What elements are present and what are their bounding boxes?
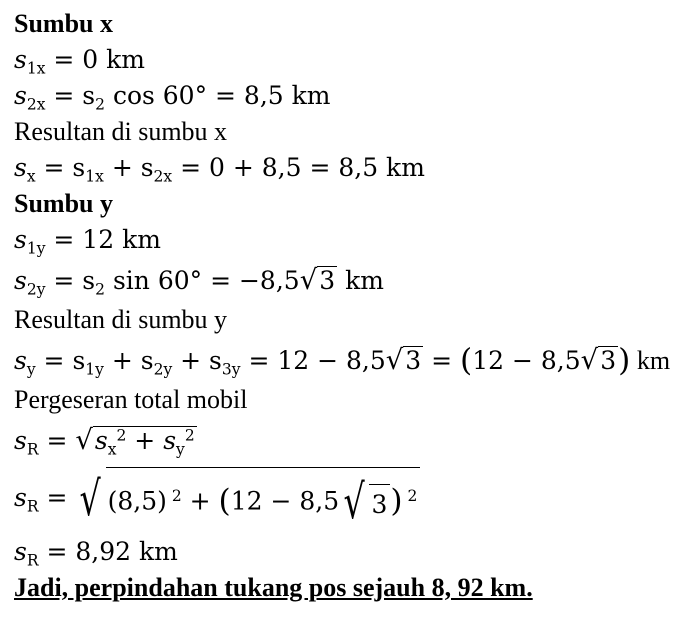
var: s <box>14 45 27 74</box>
equation-sy <box>14 338 694 382</box>
subscript: R <box>26 497 39 516</box>
subscript: 1x <box>26 59 46 78</box>
subscript: 2x <box>26 95 46 114</box>
expr: 12 − 8,5 <box>230 486 340 516</box>
expr: + s <box>103 346 154 375</box>
equation-s2x <box>14 78 694 114</box>
heading-sumbu-y: Sumbu y <box>14 189 113 218</box>
expr: cos 60° = 8,5 km <box>105 81 331 110</box>
expr: + s <box>172 346 222 375</box>
subscript: 2y <box>26 280 46 299</box>
radicand <box>93 426 197 459</box>
expr: = <box>38 426 76 455</box>
subscript: 2 <box>95 95 105 114</box>
sqrt <box>386 338 423 383</box>
subscript: 2 <box>95 280 106 299</box>
unit: km <box>337 266 384 295</box>
expr: = s <box>35 153 86 182</box>
expr: = <box>423 346 461 375</box>
radical-sign: √ <box>580 344 599 376</box>
var: s <box>14 266 27 295</box>
var: s <box>14 81 27 110</box>
subscript: x <box>107 440 117 459</box>
subscript: 1x <box>85 167 104 186</box>
subscript: 1y <box>26 239 46 258</box>
superscript: 2 <box>166 486 182 505</box>
equation-sx <box>14 150 694 186</box>
var: s <box>14 483 27 512</box>
expr: (8,5) <box>107 486 167 516</box>
label-resultan-x: Resultan di sumbu x <box>14 117 228 146</box>
var: s <box>14 426 27 455</box>
var: s <box>163 426 177 455</box>
expr: 12 − 8,5 <box>472 346 581 375</box>
superscript: 2 <box>116 426 127 445</box>
sqrt <box>300 258 337 303</box>
var: s <box>14 537 27 566</box>
paren-open: ( <box>460 342 473 379</box>
radicand: 3 <box>369 484 390 522</box>
radical-sign: √ <box>75 424 93 456</box>
equation-s2y <box>14 258 694 302</box>
expr: = 0 km <box>45 45 146 74</box>
paren-close: ) <box>618 342 631 379</box>
equation-sr-formula <box>14 418 694 462</box>
paren-close: ) <box>390 482 403 519</box>
subscript: 3y <box>221 360 241 379</box>
expr: = s <box>35 346 86 375</box>
radical-sign: √ <box>385 344 404 376</box>
label-pergeseran: Pergeseran total mobil <box>14 385 248 414</box>
conclusion-text: Jadi, perpindahan tukang pos sejauh 8, 92 km. <box>14 573 533 602</box>
superscript: 2 <box>402 486 418 505</box>
equation-sr-substituted <box>14 462 694 534</box>
superscript: 2 <box>184 426 195 445</box>
sqrt <box>339 472 390 534</box>
expr: = 12 km <box>45 225 161 254</box>
expr: sin 60° = −8,5 <box>105 266 300 295</box>
radical-sign: √ <box>79 472 102 528</box>
sqrt <box>75 418 196 463</box>
expr: + <box>126 426 164 455</box>
equation-s1x <box>14 42 694 78</box>
equation-s1y <box>14 222 694 258</box>
paren-open: ( <box>218 482 231 519</box>
equation-sr-result <box>14 534 694 570</box>
radicand <box>106 467 421 534</box>
expr: = <box>38 483 76 512</box>
radical-sign: √ <box>343 474 365 530</box>
radicand: 3 <box>600 346 617 375</box>
expr: = 8,92 km <box>38 537 178 566</box>
document <box>14 6 694 606</box>
expr: + s <box>103 153 154 182</box>
subscript: 2y <box>153 360 173 379</box>
var: s <box>14 153 27 182</box>
var: s <box>14 346 27 375</box>
heading-sumbu-x: Sumbu x <box>14 9 113 38</box>
subscript: R <box>26 551 39 570</box>
radicand: 3 <box>405 346 422 375</box>
expr: = s <box>45 81 96 110</box>
expr: = 12 − 8,5 <box>240 346 386 375</box>
sqrt-large <box>75 463 420 537</box>
var: s <box>14 225 27 254</box>
radicand: 3 <box>319 266 336 295</box>
subscript: y <box>176 440 185 459</box>
expr: = 0 + 8,5 = 8,5 km <box>172 153 425 182</box>
expr: = s <box>45 266 96 295</box>
radical-sign: √ <box>299 264 318 296</box>
subscript: 1y <box>85 360 104 379</box>
sqrt <box>581 338 618 383</box>
subscript: R <box>26 440 39 459</box>
unit: km <box>630 346 671 375</box>
label-resultan-y: Resultan di sumbu y <box>14 305 228 334</box>
var: s <box>94 426 108 455</box>
subscript: y <box>26 360 36 379</box>
subscript: 2x <box>153 167 173 186</box>
expr: + <box>181 486 219 516</box>
subscript: x <box>26 167 36 186</box>
